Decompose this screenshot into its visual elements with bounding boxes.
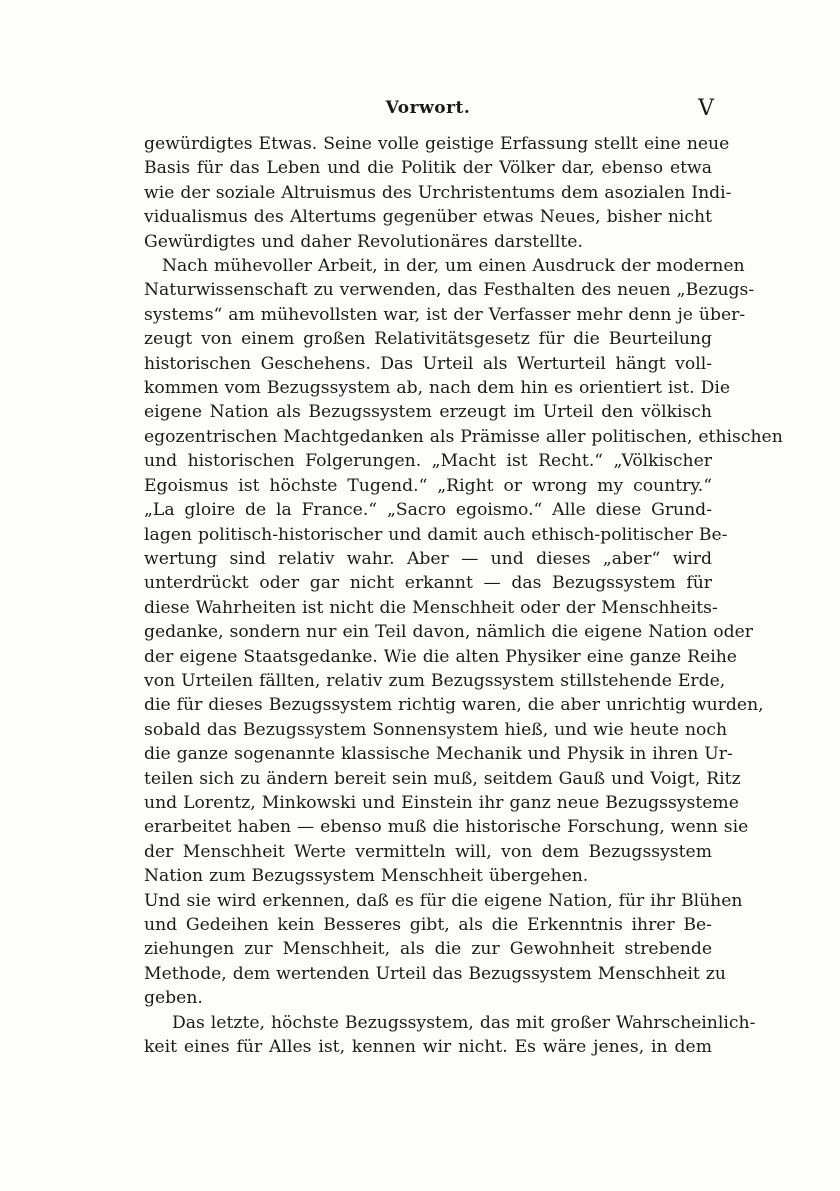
text-line: und historischen Folgerungen. „Macht ist Recht.“ „Völkischer (144, 451, 712, 472)
paragraph-3 (144, 889, 743, 1011)
text-line: Egoismus ist höchste Tugend.“ „Right or wrong my country.“ (144, 475, 712, 496)
paragraph-1 (144, 132, 732, 254)
page-number: V (698, 96, 714, 121)
text-line: lagen politisch-historischer und damit auch ethisch-politischer Be- (144, 524, 728, 545)
text-line: egozentrischen Machtgedanken als Prämisse aller politischen, ethischen (144, 426, 783, 447)
text-line: von Urteilen fällten, relativ zum Bezugssystem stillstehende Erde, (144, 670, 726, 691)
paragraph-2 (144, 254, 783, 889)
text-line: keit eines für Alles ist, kennen wir nicht. Es wäre jenes, in dem (144, 1037, 712, 1058)
text-line: eigene Nation als Bezugssystem erzeugt im Urteil den völkisch (144, 402, 712, 423)
text-line: Gewürdigtes und daher Revolutionäres darstellte. (144, 231, 583, 252)
text-line: geben. (144, 988, 203, 1009)
text-line: Basis für das Leben und die Politik der Völker dar, ebenso etwa (144, 158, 712, 179)
text-line: wertung sind relativ wahr. Aber — und dieses „aber“ wird (144, 548, 712, 569)
text-line: Methode, dem wertenden Urteil das Bezugssystem Menschheit zu (144, 963, 726, 984)
text-line: die für dieses Bezugssystem richtig waren, die aber unrichtig wurden, (144, 695, 764, 716)
text-line: wie der soziale Altruismus des Urchristentums dem asozialen Indi- (144, 182, 732, 203)
text-line: systems“ am mühevollsten war, ist der Verfasser mehr denn je über- (144, 304, 746, 325)
text-line: und Gedeihen kein Besseres gibt, als die Erkenntnis ihrer Be- (144, 915, 712, 935)
text-line: und Lorentz, Minkowski und Einstein ihr ganz neue Bezugssysteme (144, 792, 739, 813)
text-line: kommen vom Bezugssystem ab, nach dem hin es orientiert ist. Die (144, 378, 731, 399)
text-line: diese Wahrheiten ist nicht die Menschheit oder der Menschheits- (144, 597, 718, 618)
text-line: ziehungen zur Menschheit, als die zur Gewohnheit strebende (144, 939, 712, 960)
text-line: „La gloire de la France.“ „Sacro egoismo.“ Alle diese Grund- (144, 500, 712, 521)
text-line: Nach mühevoller Arbeit, in der, um einen Ausdruck der modernen (162, 256, 745, 277)
text-line: teilen sich zu ändern bereit sein muß, seitdem Gauß und Voigt, Ritz (144, 768, 741, 789)
text-line: Naturwissenschaft zu verwenden, das Festhalten des neuen „Bezugs- (144, 280, 755, 301)
text-line: Das letzte, höchste Bezugssystem, das mit großer Wahrscheinlich- (172, 1012, 756, 1033)
text-line: sobald das Bezugssystem Sonnensystem hieß, und wie heute noch (144, 719, 728, 740)
text-line: gedanke, sondern nur ein Teil davon, nämlich die eigene Nation oder (144, 622, 754, 643)
text-line: historischen Geschehens. Das Urteil als Werturteil hängt voll- (144, 353, 712, 374)
text-line: der Menschheit Werte vermitteln will, von dem Bezugssystem (144, 841, 712, 862)
text-line: vidualismus des Altertums gegenüber etwas Neues, bisher nicht (144, 207, 712, 228)
text-line: die ganze sogenannte klassische Mechanik und Physik in ihren Ur- (144, 744, 733, 765)
text-line: erarbeitet haben — ebenso muß die historische Forschung, wenn sie (144, 817, 749, 838)
paragraph-4 (144, 1011, 756, 1060)
body-text (144, 132, 783, 1059)
page-header (144, 96, 712, 126)
text-line: zeugt von einem großen Relativitätsgesetz für die Beurteilung (144, 329, 712, 350)
text-line: der eigene Staatsgedanke. Wie die alten Physiker eine ganze Reihe (144, 646, 737, 667)
text-line: unterdrückt oder gar nicht erkannt — das Bezugssystem für (144, 573, 712, 594)
text-line: gewürdigtes Etwas. Seine volle geistige Erfassung stellt eine neue (144, 134, 730, 154)
text-line: Nation zum Bezugssystem Menschheit übergehen. (144, 866, 589, 887)
text-line: Und sie wird erkennen, daß es für die eigene Nation, für ihr Blühen (144, 890, 743, 911)
running-head: Vorwort. (385, 98, 471, 118)
